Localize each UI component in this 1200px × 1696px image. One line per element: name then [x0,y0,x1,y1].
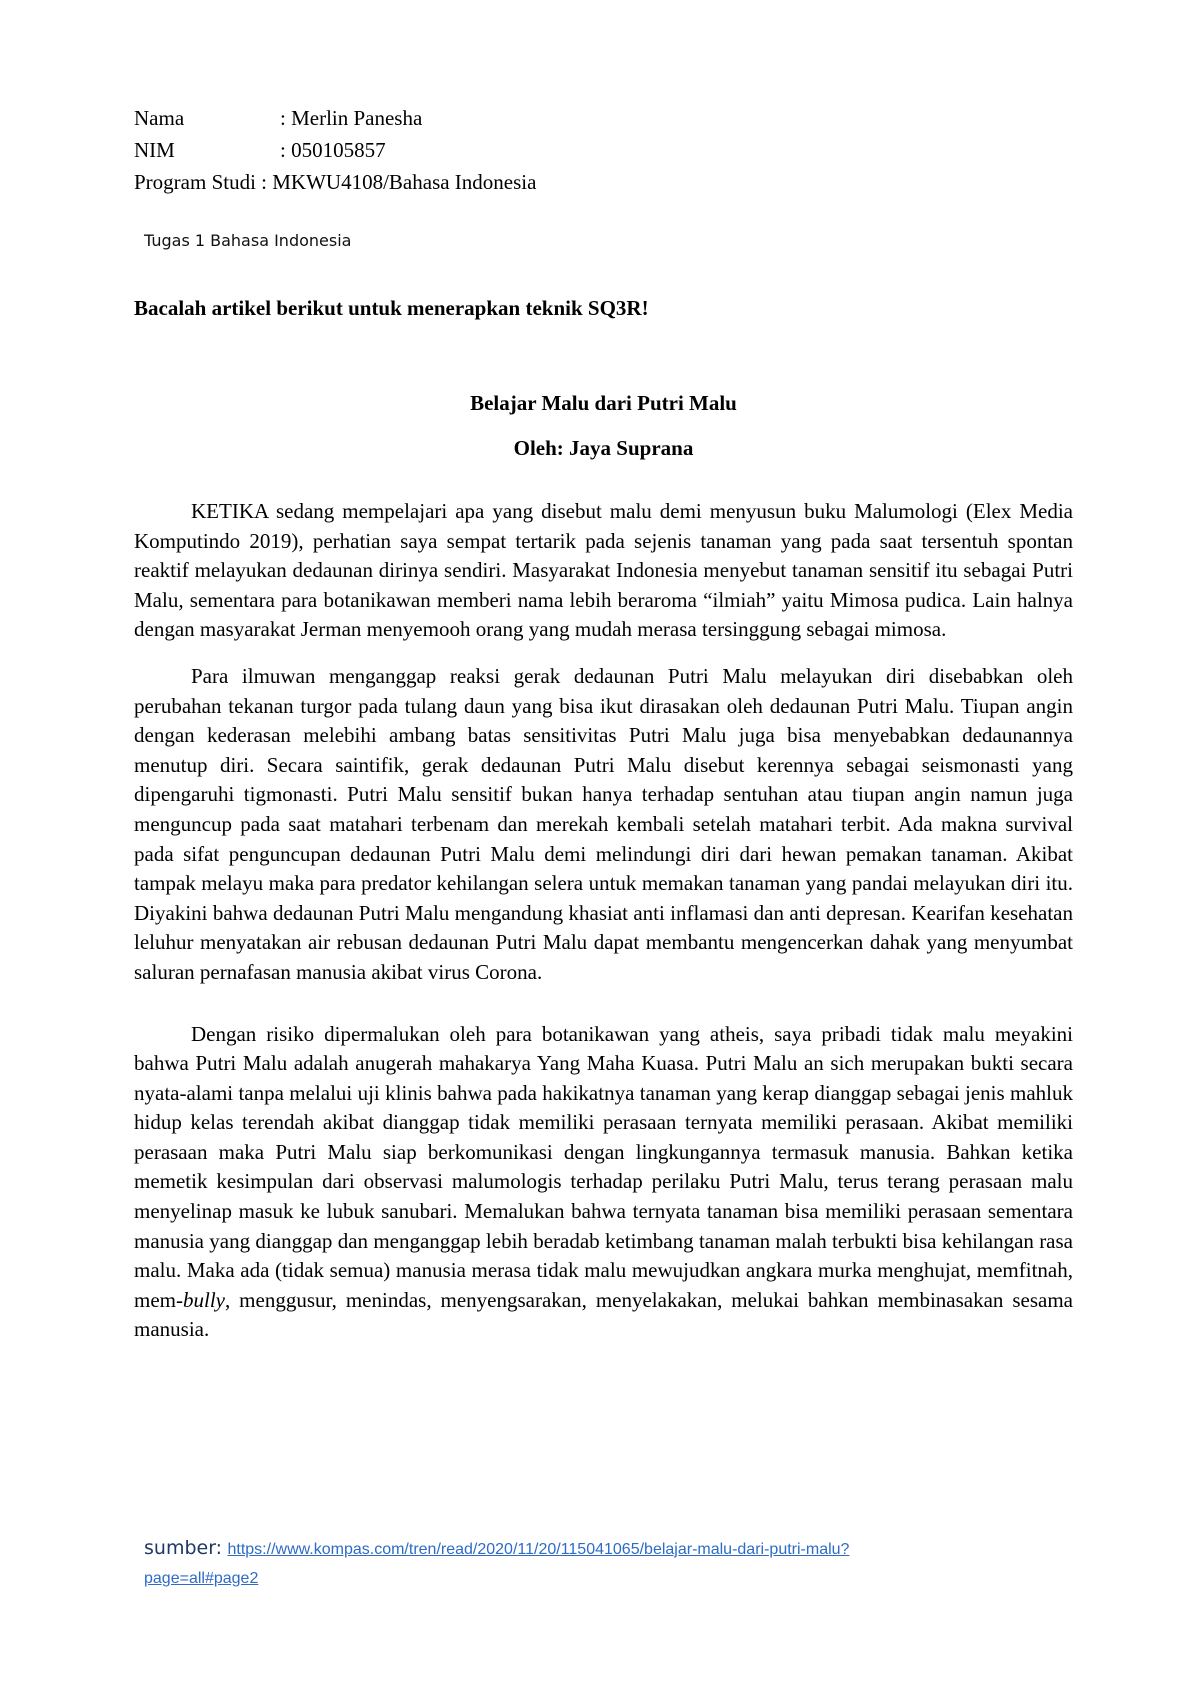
task-label: Tugas 1 Bahasa Indonesia [144,231,352,250]
source-label: sumber: [144,1537,223,1559]
nim-value: : 050105857 [280,138,386,162]
name-row [134,102,536,134]
source-citation [144,1534,944,1593]
nim-row [134,134,536,166]
paragraph-3 [134,1020,1073,1346]
nim-label: NIM [134,138,175,162]
student-info [134,102,536,198]
program-row [134,166,536,198]
program-label: Program Studi [134,170,256,194]
article-author: Oleh: Jaya Suprana [513,436,694,460]
instruction-heading: Bacalah artikel berikut untuk menerapkan teknik SQ3R! [134,296,649,320]
paragraph-3-end: , menggusur, menindas, menyengsarakan, menyelakakan, melukai bahkan membinasakan sesama manusia. [134,1287,1073,1342]
name-value: : Merlin Panesha [280,106,423,130]
paragraph-3-italic: bully [182,1287,225,1312]
paragraph-2: Para ilmuwan menganggap reaksi gerak dedaunan Putri Malu melayukan diri disebabkan oleh perubahan tekanan turgor pada tulang daun yang bisa ikut dirasakan oleh dedaunan Putri Malu. Tiupan angin dengan kederasan melebihi ambang batas sensitivitas Putri Malu juga bisa menyebabkan dedaunannya menutup diri. Secara saintifik, gerak dedaunan Putri Malu disebut kerennya sebagai seismonasti yang dipengaruhi tigmonasti. Putri Malu sensitif bukan hanya terhadap sentuhan atau tiupan angin namun juga menguncup pada saat matahari terbenam dan merekah kembali setelah matahari terbit. Ada makna survival pada sifat penguncupan dedaunan Putri Malu demi melindungi diri dari hewan pemakan tanaman. Akibat tampak melayu maka para predator kehilangan selera untuk memakan tanaman yang pandai melayukan diri itu. Diyakini bahwa dedaunan Putri Malu mengandung khasiat anti inflamasi dan anti depresan. Kearifan kesehatan leluhur menyatakan air rebusan dedaunan Putri Malu dapat membantu mengencerkan dahak yang menyumbat saluran pernafasan manusia akibat virus Corona. [134,663,1073,984]
paragraph-1: KETIKA sedang mempelajari apa yang disebut malu demi menyusun buku Malumologi (Elex Media Komputindo 2019), perhatian saya sempat tertarik pada sejenis tanaman yang pada saat tersentuh spontan reaktif melayukan dedaunan dirinya sendiri. Masyarakat Indonesia menyebut tanaman sensitif itu sebagai Putri Malu, sementara para botanikawan memberi nama lebih beraroma “ilmiah” yaitu Mimosa pudica. Lain halnya dengan masyarakat Jerman menyemooh orang yang mudah merasa tersinggung sebagai mimosa. [134,499,1073,642]
program-value: : MKWU4108/Bahasa Indonesia [255,170,537,194]
paragraph-3-text: Dengan risiko dipermalukan oleh para botanikawan yang atheis, saya pribadi tidak malu meyakini bahwa Putri Malu adalah anugerah mahakarya Yang Maha Kuasa. Putri Malu an sich merupakan bukti secara nyata-alami tanpa melalui uji klinis bahwa pada hakikatnya tanaman yang kerap dianggap sebagai jenis mahluk hidup kelas terendah akibat dianggap tidak memiliki perasaan ternyata memiliki perasaan. Akibat memiliki perasaan maka Putri Malu siap berkomunikasi dengan lingkungannya termasuk manusia. Bahkan ketika memetik kesimpulan dari observasi malumologis terhadap perilaku Putri Malu, terus terang perasaan malu menyelinap masuk ke lubuk sanubari. Memalukan bahwa ternyata tanaman bisa memiliki perasaan sementara manusia yang dianggap dan menganggap lebih beradab ketimbang tanaman malah terbukti bisa kehilangan rasa malu. Maka ada (tidak semua) manusia merasa tidak malu mewujudkan angkara murka menghujat, memfitnah, mem- [134,1021,1073,1312]
name-label: Nama [134,106,185,130]
article-body [134,497,1073,1345]
source-link[interactable]: https://www.kompas.com/tren/read/2020/11/20/115041065/belajar-malu-dari-putri-malu?page=all#page2 [144,1541,850,1587]
article-title: Belajar Malu dari Putri Malu [470,391,737,415]
